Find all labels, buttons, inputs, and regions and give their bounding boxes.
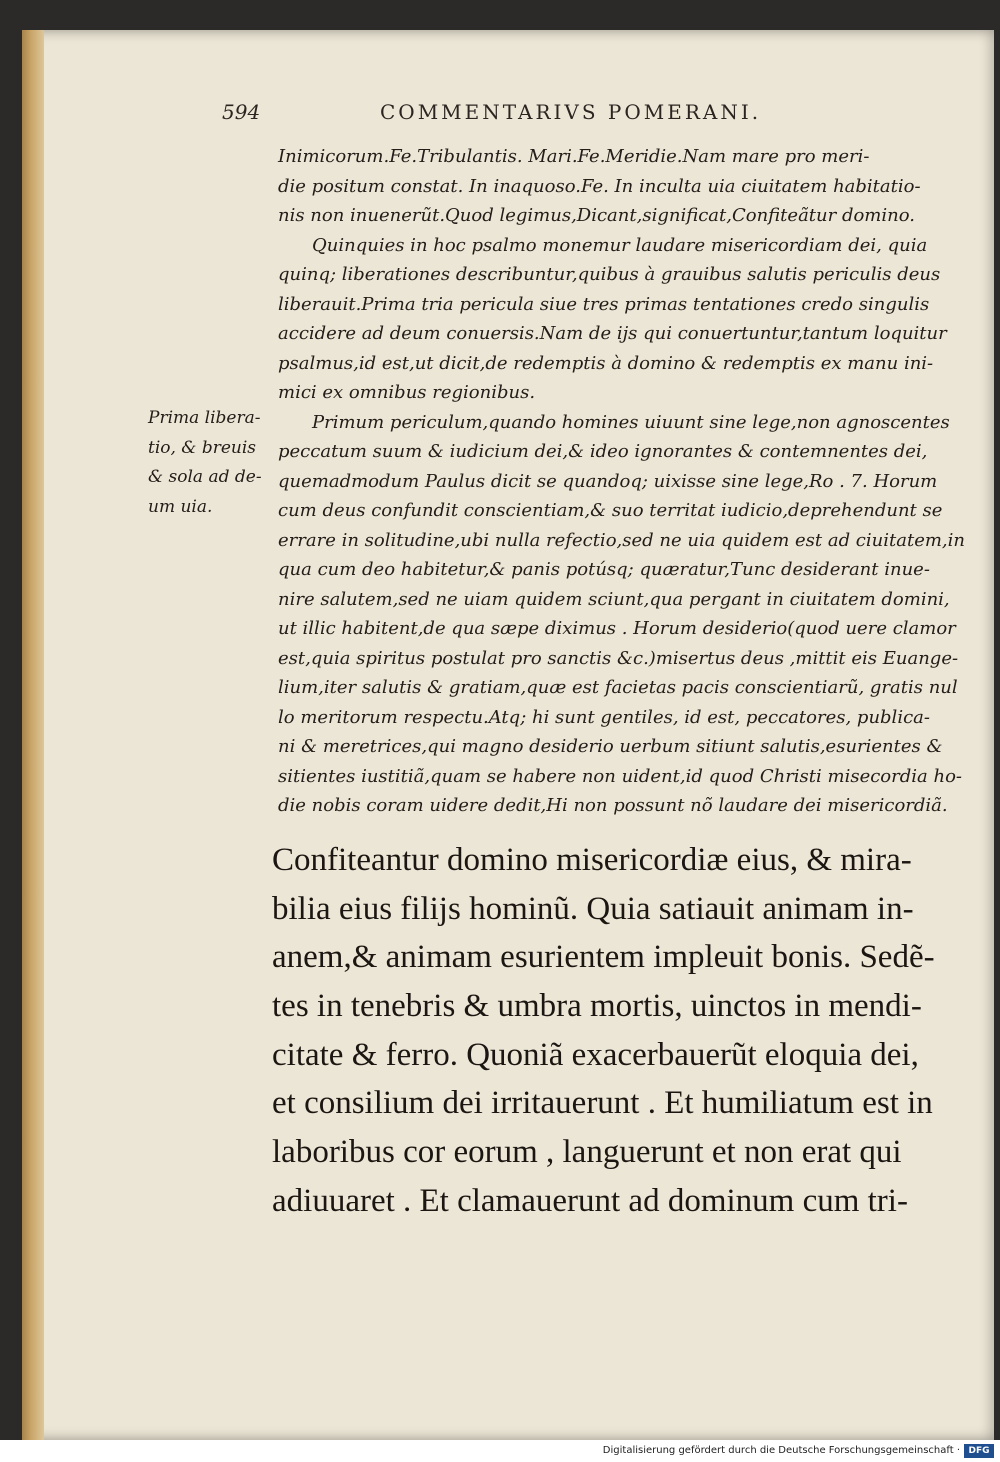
margin-note-line: Prima libera- <box>148 408 261 428</box>
commentary-line: sitientes iustitiã,quam se habere non uident,id quod Christi misecordia ho- <box>278 765 962 787</box>
commentary-line: nire salutem,sed ne uiam quidem sciunt,qua pergant in ciuitatem domini, <box>278 588 950 610</box>
funding-credit: Digitalisierung gefördert durch die Deutsche Forschungsgemeinschaft · <box>602 1445 960 1456</box>
scripture-line: laboribus cor eorum , languerunt et non erat qui <box>272 1134 902 1171</box>
scripture-line: bilia eius filijs hominũ. Quia satiauit animam in- <box>272 890 914 927</box>
commentary-line: die positum constat. In inaquoso.Fe. In inculta uia ciuitatem habitatio- <box>278 175 921 197</box>
page-number: 594 <box>222 100 261 124</box>
scripture-line: citate & ferro. Quoniã exacerbauerũt eloquia dei, <box>272 1036 919 1073</box>
commentary-line: die nobis coram uidere dedit,Hi non possunt nõ laudare dei misericordiã. <box>278 795 948 816</box>
scripture-line: tes in tenebris & umbra mortis, uinctos in mendi- <box>272 988 922 1025</box>
commentary-line: lo meritorum respectu.Atq; hi sunt gentiles, id est, peccatores, publica- <box>278 706 930 728</box>
commentary-line: quinq; liberationes describuntur,quibus à grauibus salutis periculis deus <box>278 264 941 285</box>
commentary-line: errare in solitudine,ubi nulla refectio,sed ne uia quidem est ad ciuitatem,in <box>278 529 965 551</box>
page-header <box>222 100 962 130</box>
footer-bar <box>0 1440 1000 1462</box>
commentary-line: Quinquies in hoc psalmo monemur laudare misericordiam dei, quia <box>312 234 928 256</box>
commentary-line: est,quia spiritus postulat pro sanctis &c.)misertus deus ,mittit eis Euange- <box>278 647 959 669</box>
page-edge <box>22 30 44 1440</box>
scripture-line: et consilium dei irritauerunt . Et humiliatum est in <box>272 1085 933 1122</box>
commentary-line: accidere ad deum conuersis.Nam de ijs qui conuertuntur,tantum loquitur <box>278 323 947 344</box>
commentary-line: ni & meretrices,qui magno desiderio uerbum sitiunt salutis,esurientes & <box>278 736 943 757</box>
commentary-line: mici ex omnibus regionibus. <box>278 382 536 403</box>
commentary-text <box>278 142 965 821</box>
commentary-line: cum deus confundit conscientiam,& suo territat iudicio,deprehendunt se <box>278 500 943 521</box>
commentary-line: lium,iter salutis & gratiam,quæ est facietas pacis conscientiarũ, gratis nul <box>278 677 958 698</box>
commentary-line: peccatum suum & iudicium dei,& ideo ignorantes & contemnentes dei, <box>278 441 928 462</box>
commentary-line: Inimicorum.Fe.Tribulantis. Mari.Fe.Meridie.Nam mare pro meri- <box>278 146 870 167</box>
dfg-logo: DFG <box>964 1444 994 1458</box>
margin-note <box>148 404 273 522</box>
margin-note-line: tio, & breuis <box>148 437 257 458</box>
commentary-line: ut illic habitent,de qua sæpe diximus . Horum desiderio(quod uere clamor <box>278 618 956 639</box>
running-title: COMMENTARIVS POMERANI. <box>380 100 762 124</box>
commentary-line: quemadmodum Paulus dicit se quandoq; uixisse sine lege,Ro . 7. Horum <box>278 470 938 492</box>
scripture-line: anem,& animam esurientem impleuit bonis. Sedẽ- <box>272 939 935 976</box>
commentary-line: Primum periculum,quando homines uiuunt sine lege,non agnoscentes <box>312 411 950 433</box>
scripture-text <box>272 836 942 1226</box>
scripture-line: adiuuaret . Et clamauerunt ad dominum cum tri- <box>272 1182 908 1219</box>
margin-note-line: & sola ad de- <box>148 467 262 487</box>
margin-note-line: um uia. <box>148 496 213 517</box>
commentary-line: liberauit.Prima tria pericula siue tres primas tentationes credo singulis <box>278 293 930 315</box>
commentary-line: psalmus,id est,ut dicit,de redemptis à domino & redemptis ex manu ini- <box>278 352 934 374</box>
commentary-line: nis non inuenerũt.Quod legimus,Dicant,significat,Confiteãtur domino. <box>278 205 915 226</box>
scripture-line: Confiteantur domino misericordiæ eius, & mira- <box>272 842 912 878</box>
commentary-line: qua cum deo habitetur,& panis potúsq; quæratur,Tunc desiderant inue- <box>278 559 930 580</box>
